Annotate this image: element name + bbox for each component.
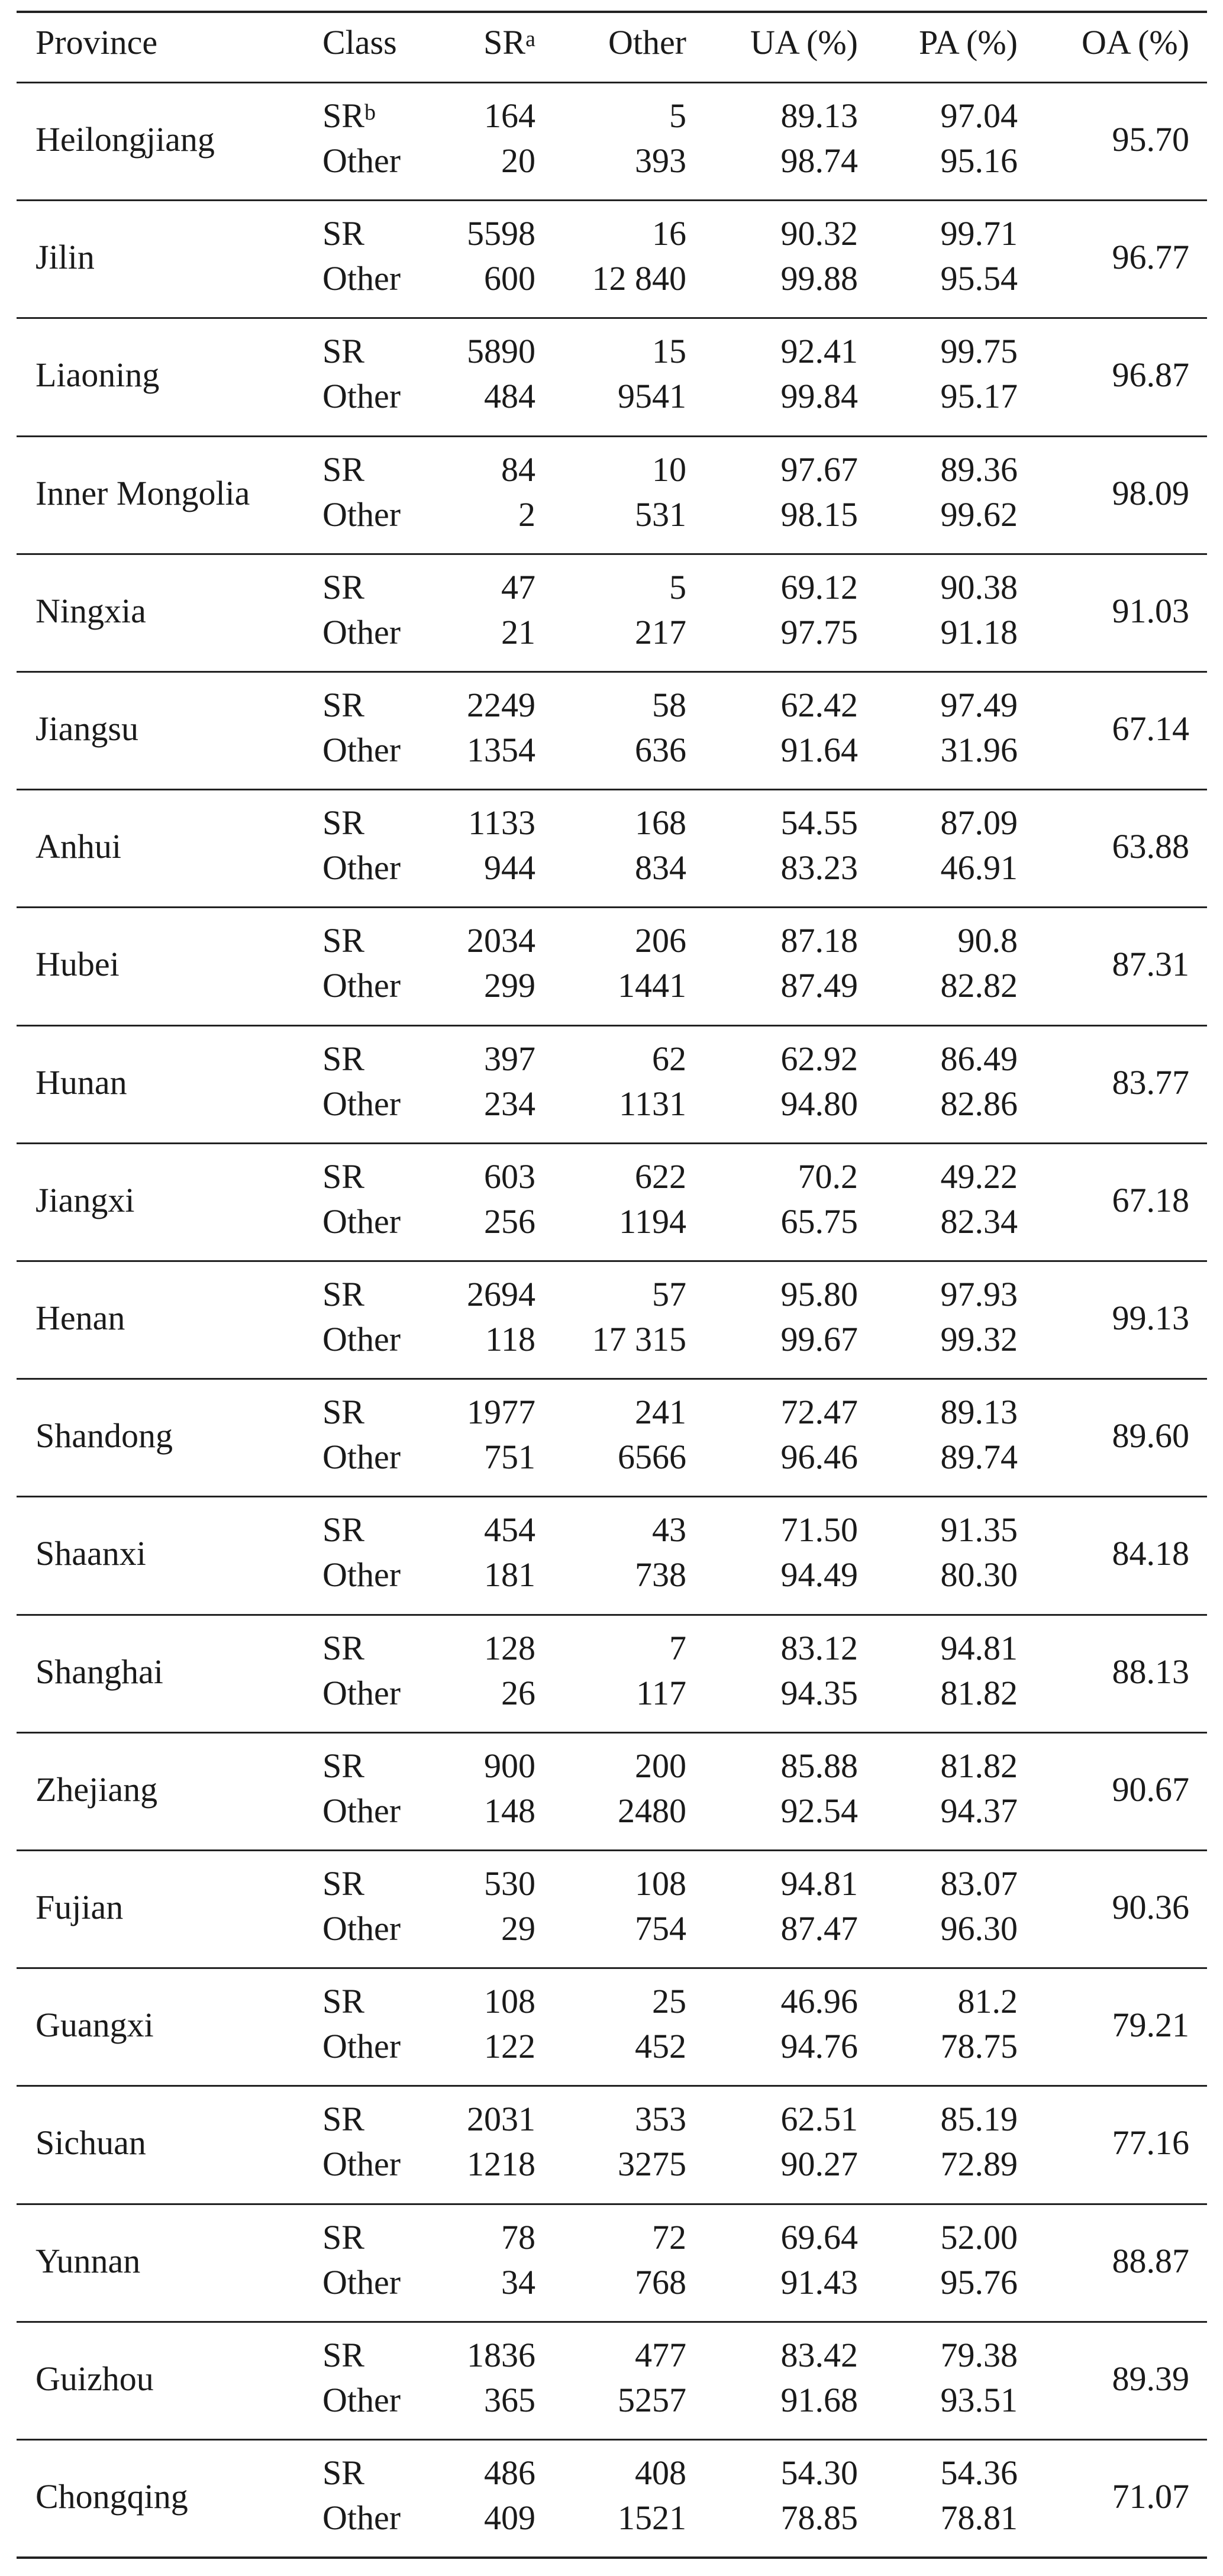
class-cell: SR [322, 567, 364, 606]
sr-cell: 5890 [467, 332, 535, 371]
pa-cell: 90.38 [940, 567, 1018, 606]
class-cell: $SR^b$ [322, 96, 376, 135]
class-cell: SR [322, 686, 364, 724]
sr-cell: 1218 [467, 2145, 535, 2184]
oa-cell: 89.60 [1112, 1416, 1189, 1455]
other-cell: 834 [635, 848, 686, 887]
class-cell: Other [322, 141, 401, 180]
other-cell: 452 [635, 2027, 686, 2066]
class-cell: Other [322, 1909, 401, 1948]
sr-cell: 2 [518, 495, 535, 534]
sr-cell: 118 [485, 1320, 535, 1358]
sr-cell: 234 [484, 1084, 535, 1123]
class-cell: Other [322, 1555, 401, 1594]
other-cell: 72 [652, 2217, 686, 2257]
ua-cell: 87.18 [780, 921, 858, 960]
sr-cell: 122 [484, 2027, 535, 2066]
class-cell: Other [322, 495, 401, 534]
ua-cell: 98.74 [780, 141, 858, 180]
oa-cell: 99.13 [1112, 1299, 1189, 1337]
other-cell: 57 [652, 1275, 686, 1313]
oa-cell: 83.77 [1112, 1063, 1189, 1102]
ua-cell: 70.2 [798, 1157, 858, 1196]
pa-cell: 91.35 [940, 1510, 1018, 1550]
ua-cell: 99.88 [780, 259, 858, 298]
pa-cell: 97.04 [940, 96, 1018, 135]
province-cell: Fujian [36, 1888, 124, 1926]
sr-cell: 530 [484, 1864, 535, 1903]
header-oa: OA (%) [1081, 23, 1189, 62]
sr-cell: 2694 [467, 1275, 535, 1313]
other-cell: 2480 [618, 1791, 686, 1830]
pa-cell: 79.38 [940, 2335, 1018, 2374]
oa-cell: 87.31 [1112, 945, 1189, 984]
oa-cell: 96.87 [1112, 356, 1189, 395]
oa-cell: 71.07 [1112, 2477, 1189, 2516]
other-cell: 12 840 [592, 259, 686, 298]
sr-cell: 47 [501, 567, 535, 606]
oa-cell: 88.13 [1112, 1652, 1189, 1691]
ua-cell: 83.12 [780, 1628, 858, 1667]
class-cell: Other [322, 1084, 401, 1123]
other-cell: 353 [635, 2100, 686, 2139]
sr-cell: 751 [484, 1438, 535, 1477]
sr-cell: 2031 [467, 2100, 535, 2139]
header-province: Province [36, 23, 158, 62]
ua-cell: 94.76 [780, 2027, 858, 2066]
pa-cell: 93.51 [940, 2380, 1018, 2419]
ua-cell: 89.13 [780, 96, 858, 135]
ua-cell: 90.27 [780, 2145, 858, 2184]
other-cell: 168 [635, 803, 686, 842]
pa-cell: 72.89 [940, 2145, 1018, 2184]
ua-cell: 94.81 [780, 1864, 858, 1903]
sr-cell: 1836 [467, 2335, 535, 2374]
ua-cell: 92.41 [780, 332, 858, 371]
province-cell: Jiangxi [36, 1180, 135, 1219]
class-cell: SR [322, 2454, 364, 2492]
ua-cell: 62.51 [780, 2100, 858, 2139]
pa-cell: 99.32 [940, 1320, 1018, 1358]
class-cell: SR [322, 921, 364, 960]
sr-cell: 1977 [467, 1393, 535, 1432]
class-cell: SR [322, 450, 364, 489]
other-cell: 622 [635, 1157, 686, 1196]
sr-cell: 900 [484, 1746, 535, 1785]
pa-cell: 96.30 [940, 1909, 1018, 1948]
ua-cell: 62.92 [780, 1039, 858, 1078]
header-pa: PA (%) [918, 23, 1018, 62]
ua-cell: 46.96 [780, 1982, 858, 2021]
oa-cell: 90.67 [1112, 1770, 1189, 1809]
pa-cell: 49.22 [940, 1157, 1018, 1196]
province-cell: Shanghai [36, 1652, 163, 1691]
pa-cell: 52.00 [940, 2217, 1018, 2257]
header-class: Class [322, 23, 397, 62]
sr-cell: 29 [501, 1909, 535, 1948]
other-cell: 10 [652, 450, 686, 489]
other-cell: 3275 [618, 2145, 686, 2184]
ua-cell: 69.64 [780, 2217, 858, 2257]
oa-cell: 91.03 [1112, 591, 1189, 630]
class-cell: Other [322, 612, 401, 651]
other-cell: 9541 [618, 377, 686, 416]
other-cell: 7 [669, 1628, 686, 1667]
sr-cell: 1133 [468, 803, 535, 842]
oa-cell: 95.70 [1112, 120, 1189, 159]
sr-cell: 409 [484, 2498, 535, 2537]
ua-cell: 72.47 [780, 1393, 858, 1432]
ua-cell: 96.46 [780, 1438, 858, 1477]
ua-cell: 85.88 [780, 1746, 858, 1785]
sr-cell: 5598 [467, 214, 535, 253]
oa-cell: 84.18 [1112, 1534, 1189, 1573]
oa-cell: 79.21 [1112, 2006, 1189, 2045]
sr-cell: 397 [484, 1039, 535, 1078]
class-cell: Other [322, 2498, 401, 2537]
other-cell: 408 [635, 2454, 686, 2492]
header-ua: UA (%) [750, 23, 858, 62]
bottom-rule [17, 2556, 1207, 2559]
ua-cell: 83.23 [780, 848, 858, 887]
province-cell: Yunnan [36, 2241, 141, 2280]
sr-cell: 21 [501, 612, 535, 651]
ua-cell: 91.68 [780, 2380, 858, 2419]
pa-cell: 82.82 [940, 966, 1018, 1005]
sr-cell: 148 [484, 1791, 535, 1830]
other-cell: 1521 [618, 2498, 686, 2537]
pa-cell: 85.19 [940, 2100, 1018, 2139]
pa-cell: 78.75 [940, 2027, 1018, 2066]
other-cell: 241 [635, 1393, 686, 1432]
sr-cell: 181 [484, 1555, 535, 1594]
ua-cell: 54.30 [780, 2454, 858, 2492]
class-cell: Other [322, 377, 401, 416]
province-cell: Inner Mongolia [36, 473, 250, 512]
pa-cell: 54.36 [940, 2454, 1018, 2492]
other-cell: 17 315 [592, 1320, 686, 1358]
class-cell: SR [322, 2217, 364, 2257]
other-cell: 636 [635, 731, 686, 769]
class-cell: Other [322, 1320, 401, 1358]
sr-cell: 34 [501, 2262, 535, 2301]
sr-cell: 486 [484, 2454, 535, 2492]
ua-cell: 94.35 [780, 1673, 858, 1712]
oa-cell: 67.18 [1112, 1180, 1189, 1219]
province-cell: Ningxia [36, 591, 146, 630]
pa-cell: 91.18 [940, 612, 1018, 651]
other-cell: 477 [635, 2335, 686, 2374]
sr-cell: 365 [484, 2380, 535, 2419]
pa-cell: 89.74 [940, 1438, 1018, 1477]
oa-cell: 67.14 [1112, 709, 1189, 748]
other-cell: 1131 [619, 1084, 686, 1123]
class-cell: SR [322, 214, 364, 253]
pa-cell: 89.36 [940, 450, 1018, 489]
other-cell: 5 [669, 567, 686, 606]
province-cell: Jilin [36, 238, 95, 277]
ua-cell: 71.50 [780, 1510, 858, 1550]
sr-cell: 1354 [467, 731, 535, 769]
class-cell: Other [322, 1673, 401, 1712]
class-cell: SR [322, 1275, 364, 1313]
oa-cell: 63.88 [1112, 827, 1189, 866]
oa-cell: 89.39 [1112, 2359, 1189, 2398]
pa-cell: 95.76 [940, 2262, 1018, 2301]
other-cell: 768 [635, 2262, 686, 2301]
province-cell: Chongqing [36, 2477, 188, 2516]
pa-cell: 90.8 [957, 921, 1018, 960]
sr-cell: 600 [484, 259, 535, 298]
sr-cell: 26 [501, 1673, 535, 1712]
pa-cell: 78.81 [940, 2498, 1018, 2537]
ua-cell: 91.43 [780, 2262, 858, 2301]
ua-cell: 97.67 [780, 450, 858, 489]
other-cell: 206 [635, 921, 686, 960]
pa-cell: 82.86 [940, 1084, 1018, 1123]
sr-cell: 299 [484, 966, 535, 1005]
province-cell: Henan [36, 1299, 125, 1337]
pa-cell: 95.54 [940, 259, 1018, 298]
pa-cell: 83.07 [940, 1864, 1018, 1903]
pa-cell: 82.34 [940, 1202, 1018, 1241]
class-cell: SR [322, 803, 364, 842]
pa-cell: 89.13 [940, 1393, 1018, 1432]
top-rule [17, 11, 1207, 13]
province-cell: Hubei [36, 945, 120, 984]
class-cell: SR [322, 1393, 364, 1432]
class-cell: Other [322, 2262, 401, 2301]
ua-cell: 99.67 [780, 1320, 858, 1358]
class-cell: Other [322, 1438, 401, 1477]
province-cell: Anhui [36, 827, 121, 866]
ua-cell: 69.12 [780, 567, 858, 606]
other-cell: 62 [652, 1039, 686, 1078]
pa-cell: 95.16 [940, 141, 1018, 180]
class-cell: SR [322, 2100, 364, 2139]
ua-cell: 78.85 [780, 2498, 858, 2537]
other-cell: 43 [652, 1510, 686, 1550]
oa-cell: 98.09 [1112, 473, 1189, 512]
pa-cell: 87.09 [940, 803, 1018, 842]
pa-cell: 31.96 [940, 731, 1018, 769]
class-cell: Other [322, 1202, 401, 1241]
class-cell: SR [322, 1864, 364, 1903]
class-cell: SR [322, 1746, 364, 1785]
header-other: Other [608, 23, 686, 62]
class-cell: Other [322, 2027, 401, 2066]
sr-cell: 108 [484, 1982, 535, 2021]
class-cell: Other [322, 848, 401, 887]
ua-cell: 91.64 [780, 731, 858, 769]
province-cell: Guizhou [36, 2359, 154, 2398]
pa-cell: 95.17 [940, 377, 1018, 416]
pa-cell: 99.75 [940, 332, 1018, 371]
other-cell: 217 [635, 612, 686, 651]
other-cell: 16 [652, 214, 686, 253]
pa-cell: 97.93 [940, 1275, 1018, 1313]
sr-cell: 128 [484, 1628, 535, 1667]
province-cell: Shandong [36, 1416, 173, 1455]
class-cell: SR [322, 1039, 364, 1078]
class-cell: SR [322, 1157, 364, 1196]
sr-cell: 2034 [467, 921, 535, 960]
other-cell: 200 [635, 1746, 686, 1785]
other-cell: 754 [635, 1909, 686, 1948]
province-cell: Sichuan [36, 2123, 146, 2162]
province-cell: Heilongjiang [36, 120, 215, 159]
other-cell: 15 [652, 332, 686, 371]
province-cell: Shaanxi [36, 1534, 146, 1573]
province-cell: Guangxi [36, 2006, 154, 2045]
ua-cell: 87.47 [780, 1909, 858, 1948]
other-cell: 738 [635, 1555, 686, 1594]
oa-cell: 77.16 [1112, 2123, 1189, 2162]
province-cell: Hunan [36, 1063, 127, 1102]
pa-cell: 97.49 [940, 686, 1018, 724]
ua-cell: 62.42 [780, 686, 858, 724]
sr-cell: 484 [484, 377, 535, 416]
pa-cell: 81.82 [940, 1673, 1018, 1712]
province-cell: Liaoning [36, 356, 160, 395]
class-cell: SR [322, 1982, 364, 2021]
sr-cell: 164 [484, 96, 535, 135]
sr-cell: 603 [484, 1157, 535, 1196]
pa-cell: 80.30 [940, 1555, 1018, 1594]
ua-cell: 94.49 [780, 1555, 858, 1594]
other-cell: 58 [652, 686, 686, 724]
ua-cell: 87.49 [780, 966, 858, 1005]
pa-cell: 86.49 [940, 1039, 1018, 1078]
other-cell: 5257 [618, 2380, 686, 2419]
ua-cell: 54.55 [780, 803, 858, 842]
other-cell: 1441 [618, 966, 686, 1005]
oa-cell: 96.77 [1112, 238, 1189, 277]
sr-cell: 256 [484, 1202, 535, 1241]
pa-cell: 99.62 [940, 495, 1018, 534]
oa-cell: 90.36 [1112, 1888, 1189, 1926]
other-cell: 117 [636, 1673, 686, 1712]
class-cell: SR [322, 1510, 364, 1550]
sr-cell: 454 [484, 1510, 535, 1550]
pa-cell: 94.37 [940, 1791, 1018, 1830]
other-cell: 108 [635, 1864, 686, 1903]
class-cell: Other [322, 731, 401, 769]
ua-cell: 83.42 [780, 2335, 858, 2374]
ua-cell: 99.84 [780, 377, 858, 416]
sr-cell: 78 [501, 2217, 535, 2257]
other-cell: 5 [669, 96, 686, 135]
class-cell: SR [322, 2335, 364, 2374]
class-cell: SR [322, 332, 364, 371]
class-cell: Other [322, 2380, 401, 2419]
ua-cell: 65.75 [780, 1202, 858, 1241]
other-cell: 393 [635, 141, 686, 180]
pa-cell: 99.71 [940, 214, 1018, 253]
other-cell: 6566 [618, 1438, 686, 1477]
other-cell: 25 [652, 1982, 686, 2021]
ua-cell: 92.54 [780, 1791, 858, 1830]
class-cell: Other [322, 1791, 401, 1830]
province-cell: Zhejiang [36, 1770, 158, 1809]
pa-cell: 81.82 [940, 1746, 1018, 1785]
province-cell: Jiangsu [36, 709, 138, 748]
sr-cell: 2249 [467, 686, 535, 724]
class-cell: Other [322, 259, 401, 298]
ua-cell: 97.75 [780, 612, 858, 651]
class-cell: Other [322, 966, 401, 1005]
class-cell: Other [322, 2145, 401, 2184]
pa-cell: 94.81 [940, 1628, 1018, 1667]
ua-cell: 94.80 [780, 1084, 858, 1123]
sr-cell: 20 [501, 141, 535, 180]
other-cell: 1194 [619, 1202, 686, 1241]
ua-cell: 98.15 [780, 495, 858, 534]
other-cell: 531 [635, 495, 686, 534]
sr-cell: 84 [501, 450, 535, 489]
sr-cell: 944 [484, 848, 535, 887]
ua-cell: 90.32 [780, 214, 858, 253]
ua-cell: 95.80 [780, 1275, 858, 1313]
oa-cell: 88.87 [1112, 2241, 1189, 2280]
header-sr: $SR^a$ [483, 23, 535, 62]
class-cell: SR [322, 1628, 364, 1667]
pa-cell: 46.91 [940, 848, 1018, 887]
pa-cell: 81.2 [957, 1982, 1018, 2021]
